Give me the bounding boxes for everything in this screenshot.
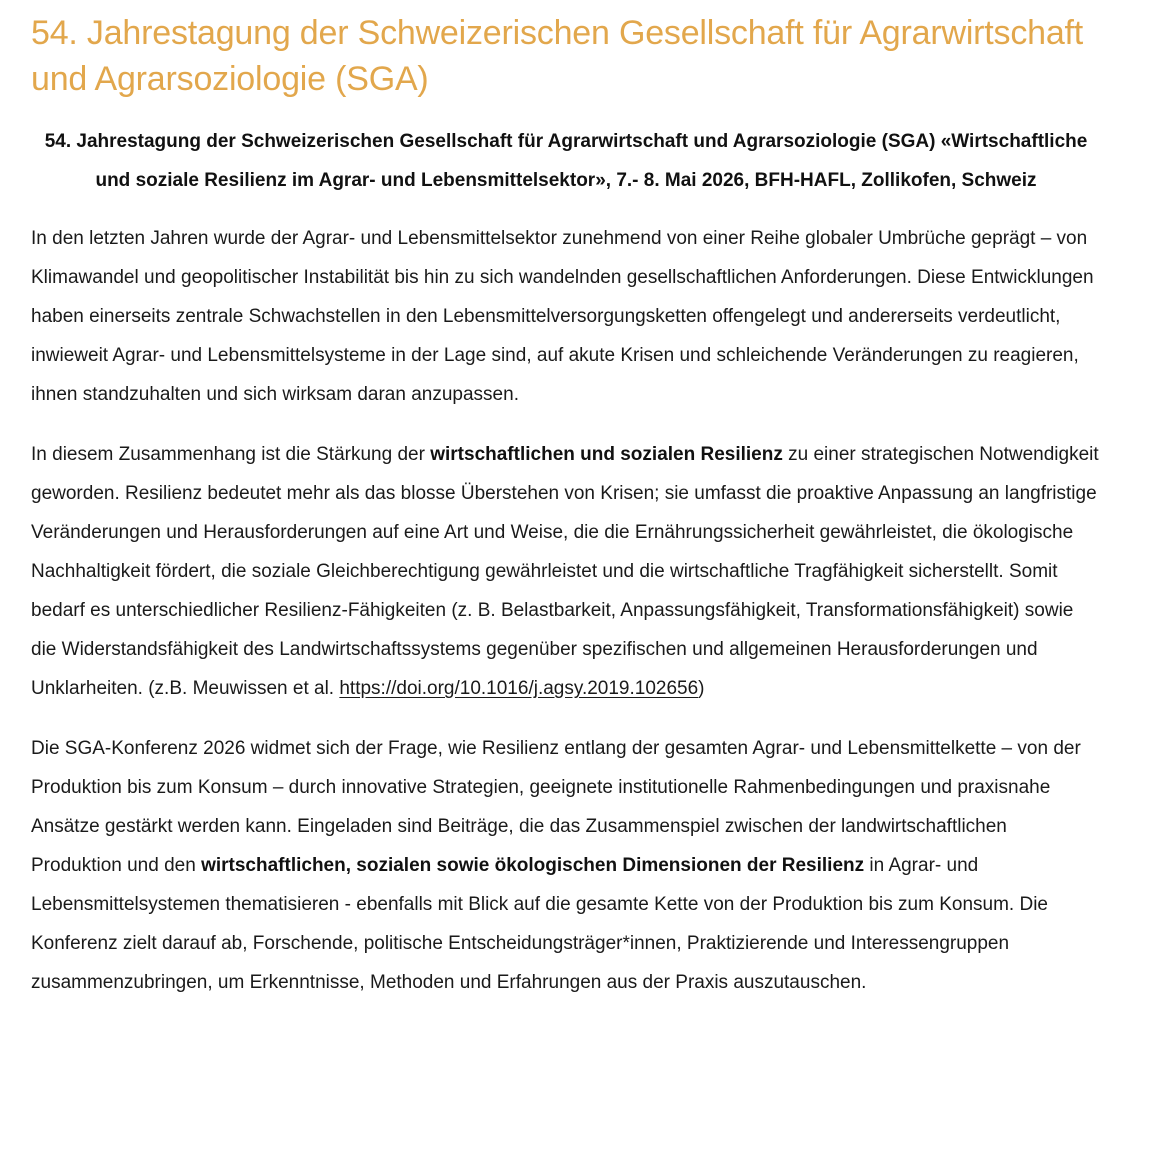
paragraph-text: zu einer strategischen Notwendigkeit geworden. Resilienz bedeutet mehr als das blosse Überstehen von Krisen; sie umfasst die proaktive Anpassung an langfristige Veränderungen und Herausforderungen auf eine Art und Weise, die die Ernährungssicherheit gewährleistet, die ökologische Nachhaltigkeit fördert, die soziale Gleichberechtigung gewährleistet und die wirtschaftliche Tragfähigkeit sicherstellt. Somit bedarf es unterschiedlicher Resilienz-Fähigkeiten (z. B. Belastbarkeit, Anpassungsfähigkeit, Transformationsfähigkeit) sowie die Widerstandsfähigkeit des Landwirtschaftssystems gegenüber spezifischen und allgemeinen Herausforderungen und Unklarheiten. (z.B. Meuwissen et al. (31, 444, 1099, 699)
paragraph-conference (31, 729, 1101, 1002)
emphasis-text: wirtschaftlichen und sozialen Resilienz (430, 444, 783, 465)
event-subtitle: 54. Jahrestagung der Schweizerischen Gesellschaft für Agrarwirtschaft und Agrarsoziologie (SGA) «Wirtschaftliche und soziale Resilienz im Agrar- und Lebensmittelsektor», 7.- 8. Mai 2026, BFH-HAFL, Zollikofen, Schweiz (44, 131, 1088, 191)
paragraph-text: In diesem Zusammenhang ist die Stärkung der (31, 444, 431, 465)
paragraph-intro: In den letzten Jahren wurde der Agrar- und Lebensmittelsektor zunehmend von einer Reihe globaler Umbrüche geprägt – von Klimawandel und geopolitischer Instabilität bis hin zu sich wandelnden gesellschaftlichen Anforderungen. Diese Entwicklungen haben einerseits zentrale Schwachstellen in den Lebensmittelversorgungsketten offengelegt und andererseits verdeutlicht, inwieweit Agrar- und Lebensmittelsysteme in der Lage sind, auf akute Krisen und schleichende Veränderungen zu reagieren, ihnen standzuhalten und sich wirksam daran anzupassen. (31, 228, 1094, 405)
paragraph-text: in Agrar- und Lebensmittelsystemen thematisieren - ebenfalls mit Blick auf die gesamte Kette von der Produktion bis zum Konsum. Die Konferenz zielt darauf ab, Forschende, politische Entscheidungsträger*innen, Praktizierende und Interessengruppen zusammenzubringen, um Erkenntnisse, Methoden und Erfahrungen aus der Praxis auszutauschen. (31, 855, 1048, 993)
article (31, 10, 1101, 1002)
page-title: 54. Jahrestagung der Schweizerischen Gesellschaft für Agrarwirtschaft und Agrarsoziologie (SGA) (31, 14, 1084, 98)
paragraph-text: ) (698, 678, 705, 699)
doi-link[interactable]: https://doi.org/10.1016/j.agsy.2019.102656 (339, 678, 699, 699)
emphasis-text: wirtschaftlichen, sozialen sowie ökologischen Dimensionen der Resilienz (201, 855, 865, 876)
paragraph-resilience (31, 435, 1101, 708)
paragraph-text: Die SGA-Konferenz 2026 widmet sich der Frage, wie Resilienz entlang der gesamten Agrar- und Lebensmittelkette – von der Produktion bis zum Konsum – durch innovative Strategien, geeignete institutionelle Rahmenbedingungen und praxisnahe Ansätze gestärkt werden kann. Eingeladen sind Beiträge, die das Zusammenspiel zwischen der landwirtschaftlichen Produktion und den (31, 738, 1081, 876)
